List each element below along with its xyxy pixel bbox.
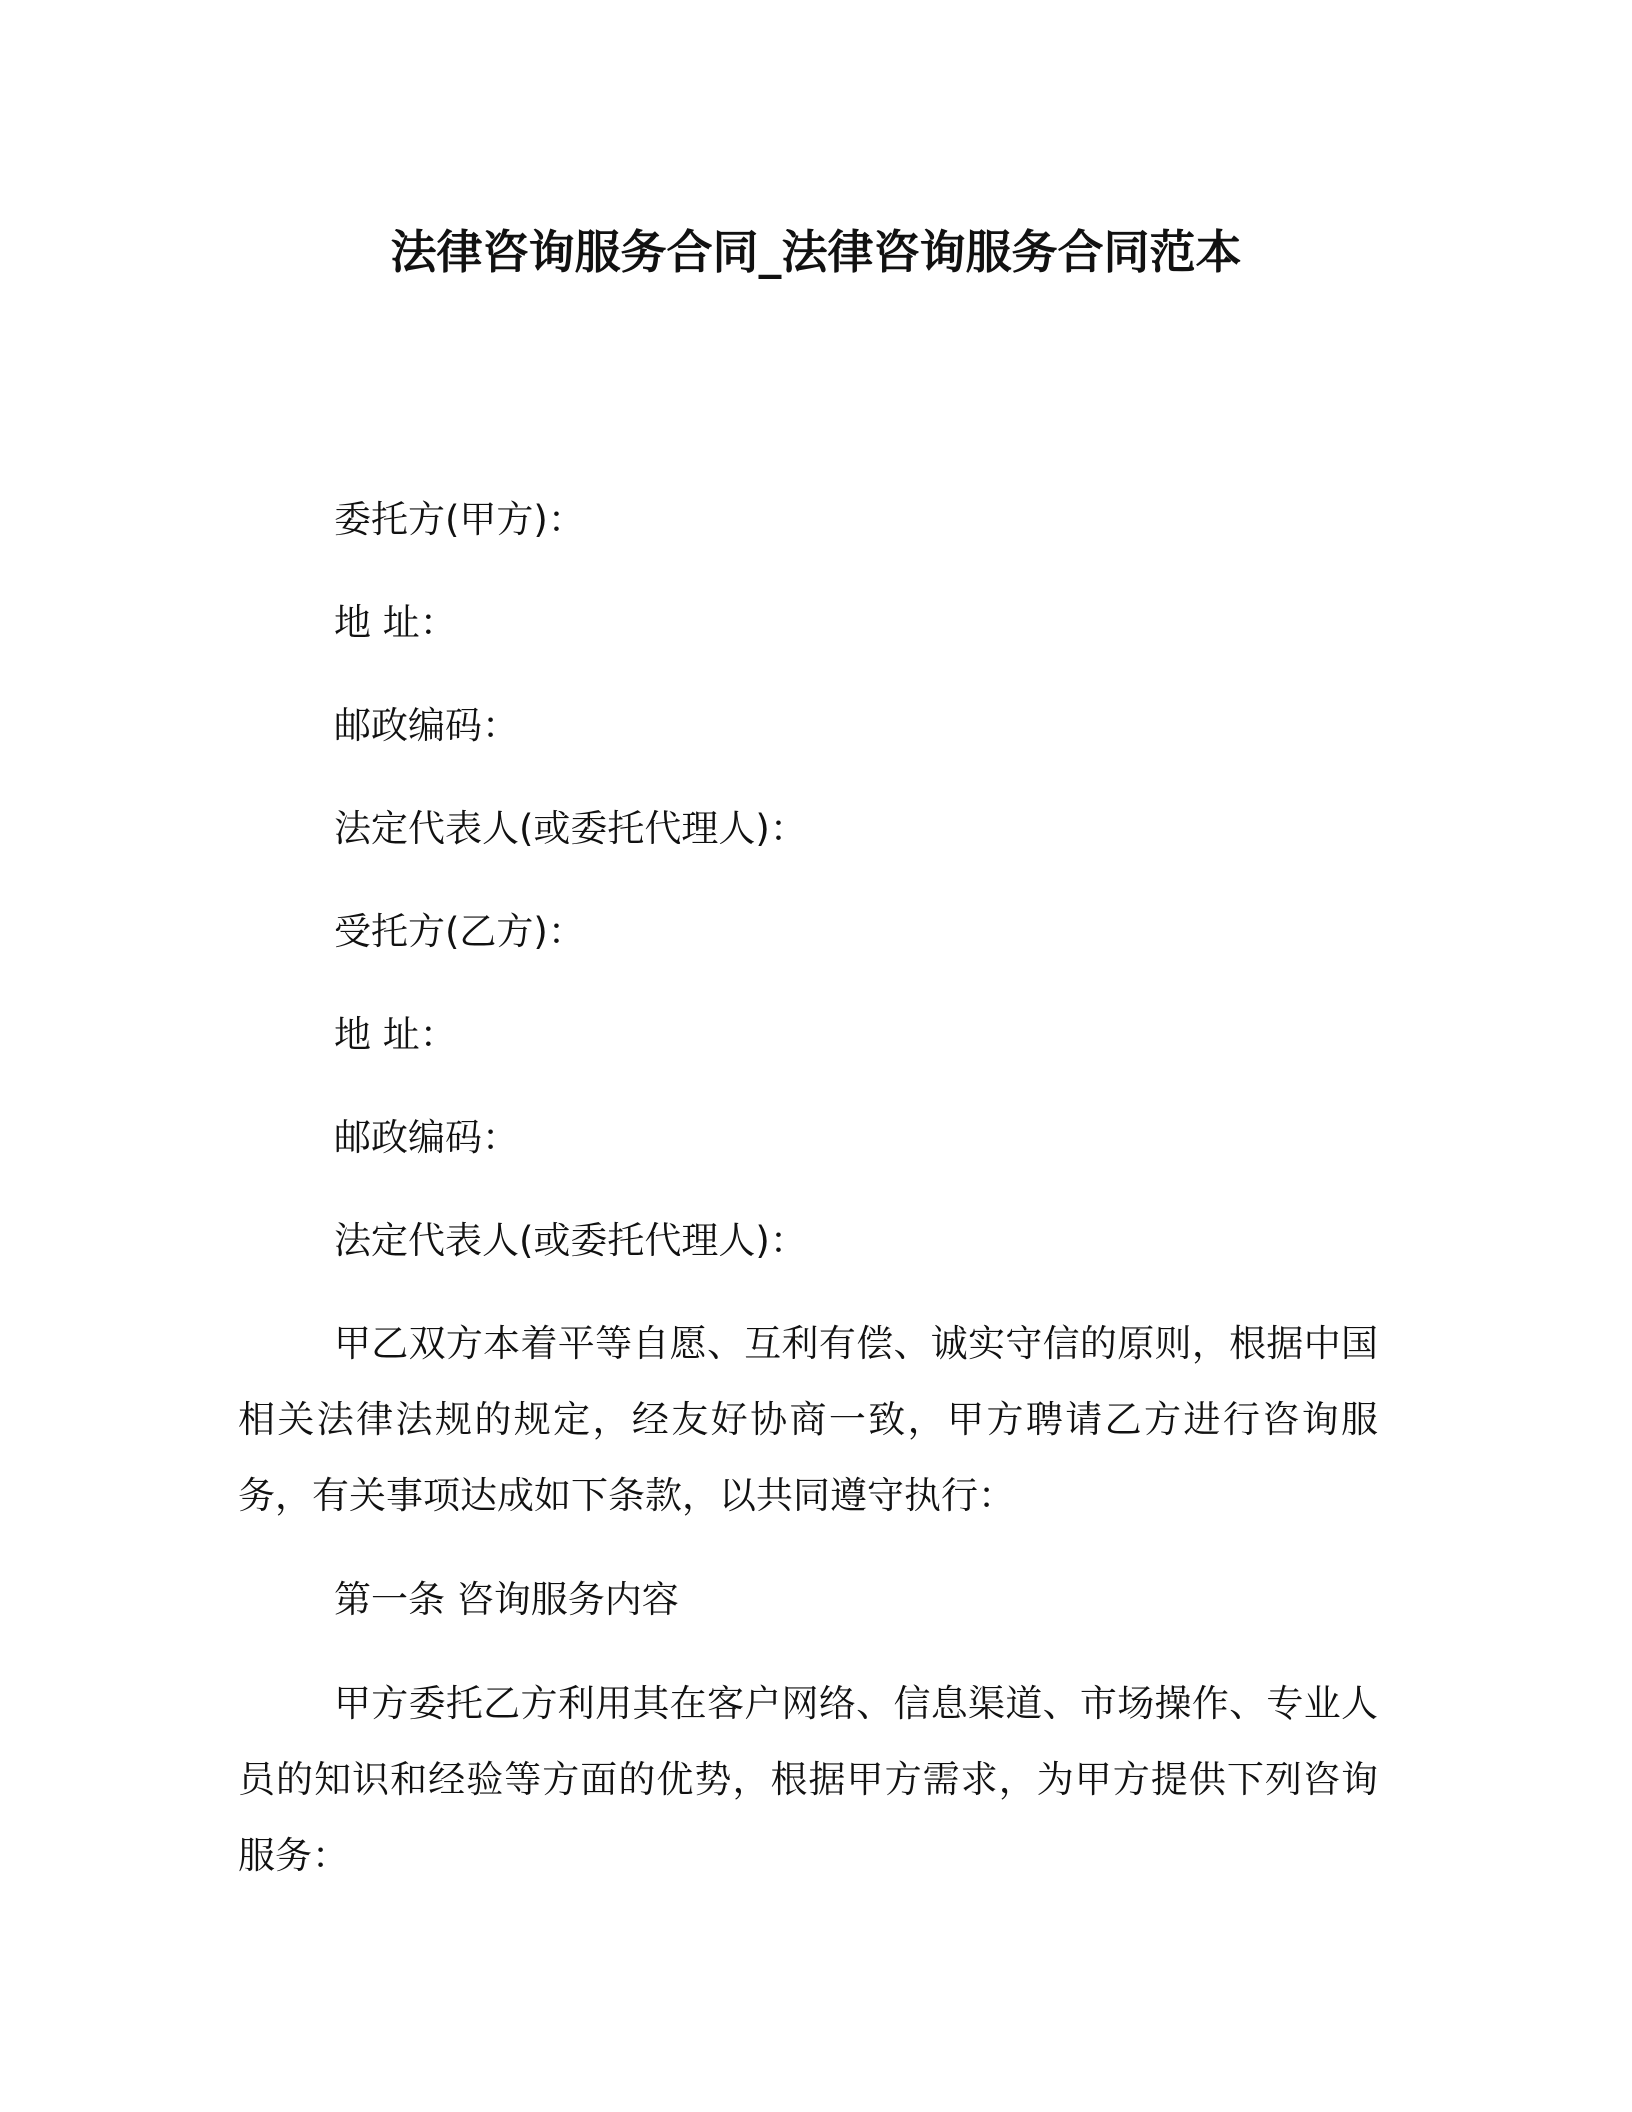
- document-title: 法律咨询服务合同_法律咨询服务合同范本: [390, 225, 1242, 279]
- field-contractor-postcode: 邮政编码：: [334, 1116, 519, 1159]
- field-contractor-representative: 法定代表人(或委托代理人)：: [334, 1219, 807, 1262]
- field-client-party: 委托方(甲方)：: [334, 498, 585, 541]
- field-client-postcode: 邮政编码：: [334, 704, 519, 747]
- article-1-heading: 第一条 咨询服务内容: [334, 1578, 679, 1621]
- intro-paragraph: 甲乙双方本着平等自愿、互利有偿、诚实守信的原则，根据中国相关法律法规的规定，经友好协商一致，甲方聘请乙方进行咨询服务，有关事项达成如下条款，以共同遵守执行：: [238, 1322, 1378, 1517]
- field-contractor-address: 地 址：: [334, 1013, 457, 1056]
- field-client-representative: 法定代表人(或委托代理人)：: [334, 807, 807, 850]
- field-contractor-party: 受托方(乙方)：: [334, 910, 585, 953]
- field-client-address: 地 址：: [334, 601, 457, 644]
- article-1-paragraph: 甲方委托乙方利用其在客户网络、信息渠道、市场操作、专业人员的知识和经验等方面的优势，根据甲方需求，为甲方提供下列咨询服务：: [238, 1682, 1378, 1877]
